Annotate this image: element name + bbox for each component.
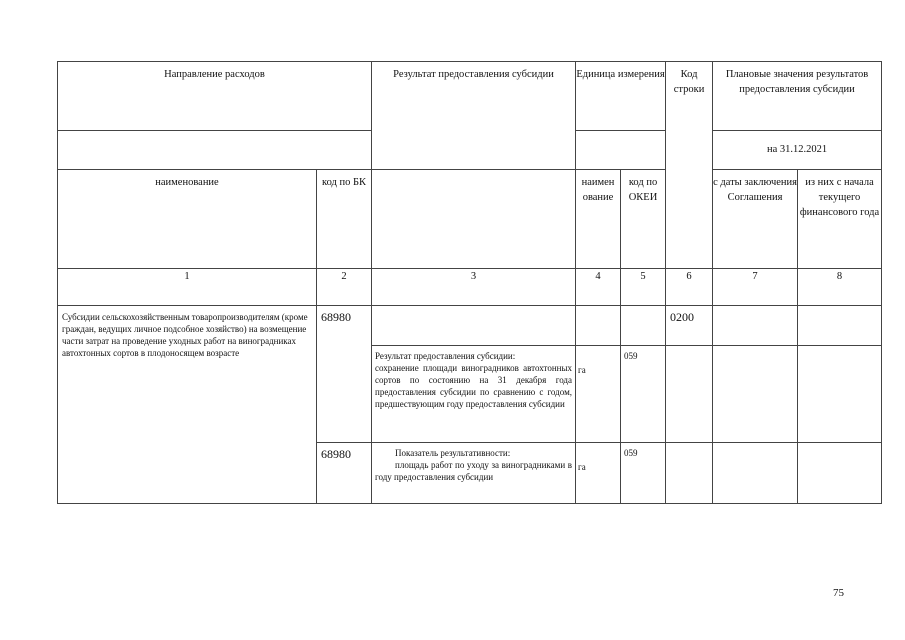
subsidy-name-cell: Субсидии сельскохозяйственным товаропроизводителям (кроме граждан, ведущих личное подсобное хозяйство) на возмещение части затрат на проведение уходных работ на виноградниках автохтонных сортов в плодоносящем возрасте xyxy=(58,306,317,504)
row-code-cell: 0200 xyxy=(666,306,713,346)
okei-code-cell: 059 xyxy=(621,443,666,504)
subsidy-report-table xyxy=(57,61,882,504)
header-planned-values: Плановые значения результатов предоставления субсидии xyxy=(713,62,882,131)
header-unit-name: наимен ование xyxy=(576,170,621,269)
column-number: 1 xyxy=(58,269,317,306)
page-number: 75 xyxy=(833,587,844,599)
header-from-agreement: с даты заключения Соглашения xyxy=(713,170,798,269)
value-from-year-start-cell xyxy=(798,346,882,443)
indicator-text: площадь работ по уходу за виноградниками в году предоставления субсидии xyxy=(375,459,573,482)
header-name: наименование xyxy=(58,170,317,269)
result-text: сохранение площади виноградников автохтонных сортов по состоянию на 31 декабря года предоставления субсидии по сравнению с годом, предшествующим году предоставления субсидии xyxy=(375,362,573,409)
value-from-agreement-cell xyxy=(713,346,798,443)
header-direction-blank xyxy=(58,131,372,170)
value-from-year-start-cell xyxy=(798,443,882,504)
column-number: 7 xyxy=(713,269,798,306)
column-number: 3 xyxy=(372,269,576,306)
value-from-agreement-cell xyxy=(713,443,798,504)
unit-name-cell-empty xyxy=(576,306,621,346)
header-as-of-date: на 31.12.2021 xyxy=(713,131,882,170)
header-bk-code: код по БК xyxy=(317,170,372,269)
value-from-year-start-cell xyxy=(798,306,882,346)
indicator-title: Показатель результативности: xyxy=(395,448,511,458)
okei-code-cell-empty xyxy=(621,306,666,346)
result-cell-empty xyxy=(372,306,576,346)
unit-name-cell: га xyxy=(576,443,621,504)
unit-name-cell: га xyxy=(576,346,621,443)
header-result-blank xyxy=(372,170,576,269)
header-unit: Единица измерения xyxy=(576,62,666,131)
column-number: 6 xyxy=(666,269,713,306)
result-description-cell xyxy=(372,346,576,443)
header-direction: Направление расходов xyxy=(58,62,372,131)
column-number: 2 xyxy=(317,269,372,306)
header-unit-blank xyxy=(576,131,666,170)
column-number: 8 xyxy=(798,269,882,306)
row-code-cell-empty xyxy=(666,346,713,443)
header-row-code: Код строки xyxy=(666,62,713,269)
bk-code-cell: 68980 xyxy=(317,306,372,443)
result-title: Результат предоставления субсидии: xyxy=(375,351,516,361)
column-number: 5 xyxy=(621,269,666,306)
row-code-cell-empty xyxy=(666,443,713,504)
header-okei-code: код по ОКЕИ xyxy=(621,170,666,269)
indicator-description-cell xyxy=(372,443,576,504)
okei-code-cell: 059 xyxy=(621,346,666,443)
header-from-year-start: из них с начала текущего финансового года xyxy=(798,170,882,269)
bk-code-cell: 68980 xyxy=(317,443,372,504)
header-result: Результат предоставления субсидии xyxy=(372,62,576,170)
column-number: 4 xyxy=(576,269,621,306)
value-from-agreement-cell xyxy=(713,306,798,346)
